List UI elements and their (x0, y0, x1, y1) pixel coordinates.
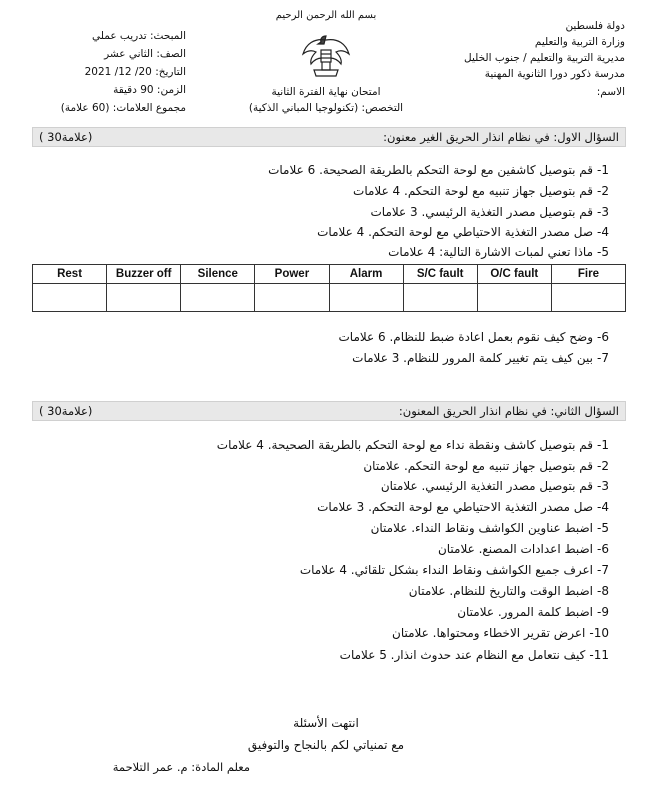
q1-marks: ( 30علامة) (39, 130, 93, 144)
answer-cell (329, 284, 403, 312)
q2-header-bar (32, 401, 626, 421)
q1-item-2: 2-قم بتوصيل جهاز تنبيه مع لوحة التحكم. 4 علامات (353, 184, 609, 198)
lamp-header-rest: Rest (33, 265, 107, 284)
q2-item-9: 9-اضبط كلمة المرور. علامتان (457, 605, 609, 619)
q1-item-6: 6-وضح كيف نقوم بعمل اعادة ضبط للنظام. 6 علامات (338, 330, 609, 344)
header-grade: الصف: الثاني عشر (104, 48, 186, 60)
teacher-name: معلم المادة: م. عمر التلاحمة (112, 760, 250, 774)
q2-item-7: 7-اعرف جميع الكواشف ونقاط النداء بشكل تلقائي. 4 علامات (299, 563, 609, 577)
header-school: مدرسة ذكور دورا الثانوية المهنية (484, 68, 625, 80)
q2-item-4: 4-صل مصدر التغذية الاحتياطي مع لوحة التحكم. 3 علامات (317, 500, 609, 514)
answer-cell (255, 284, 329, 312)
q2-item-1: 1-قم بتوصيل كاشف ونقطة نداء مع لوحة التحكم بالطريقة الصحيحة. 4 علامات (216, 438, 609, 452)
q2-marks: ( 30علامة) (39, 404, 93, 418)
header-subject: المبحث: تدريب عملي (92, 30, 186, 42)
exam-title: امتحان نهاية الفترة الثانية (271, 86, 381, 98)
answer-cell (403, 284, 477, 312)
q1-item-7: 7-بين كيف يتم تغيير كلمة المرور للنظام. 3 علامات (352, 351, 609, 365)
answer-cell (181, 284, 255, 312)
indicator-lamps-table (32, 264, 626, 312)
header-total-marks: مجموع العلامات: (60 علامة) (60, 102, 186, 114)
q1-header-bar (32, 127, 626, 147)
lamp-header-oc-fault: O/C fault (477, 265, 551, 284)
q2-item-8: 8-اضبط الوقت والتاريخ للنظام. علامتان (408, 584, 609, 598)
lamp-header-silence: Silence (181, 265, 255, 284)
q2-item-6: 6-اضبط اعدادات المصنع. علامتان (437, 542, 609, 556)
answer-cell (551, 284, 625, 312)
q1-item-4: 4-صل مصدر التغذية الاحتياطي مع لوحة التحكم. 4 علامات (317, 225, 609, 239)
header-name-label: الاسم: (596, 86, 625, 98)
q2-item-10: 10-اعرض تقرير الاخطاء ومحتواها. علامتان (392, 626, 609, 640)
q1-title: السؤال الاول: في نظام انذار الحريق الغير معنون: (383, 130, 619, 144)
q1-item-5: 5-ماذا تعني لمبات الاشارة التالية: 4 علامات (388, 245, 609, 259)
q1-item-3: 3-قم بتوصيل مصدر التغذية الرئيسي. 3 علامات (370, 205, 609, 219)
end-of-questions: انتهت الأسئلة (293, 716, 359, 730)
lamp-header-alarm: Alarm (329, 265, 403, 284)
q2-item-3: 3-قم بتوصيل مصدر التغذية الرئيسي. علامتان (380, 479, 609, 493)
specialization: التخصص: (تكنولوجيا المباني الذكية) (248, 102, 404, 114)
header-date: التاريخ: 20/ 12/ 2021 (84, 66, 186, 78)
q2-title: السؤال الثاني: في نظام انذار الحريق المعنون: (398, 404, 619, 418)
answer-cell (33, 284, 107, 312)
header-country: دولة فلسطين (565, 20, 625, 32)
q2-item-2: 2-قم بتوصيل جهاز تنبيه مع لوحة التحكم. علامتان (363, 459, 609, 473)
lamp-header-buzzer-off: Buzzer off (107, 265, 181, 284)
lamp-header-power: Power (255, 265, 329, 284)
answer-cell (107, 284, 181, 312)
header-duration: الزمن: 90 دقيقة (113, 84, 186, 96)
q2-item-11: 11-كيف نتعامل مع النظام عند حدوث انذار. 5 علامات (339, 648, 609, 662)
lamp-header-sc-fault: S/C fault (403, 265, 477, 284)
eagle-emblem-icon (300, 30, 352, 80)
answer-cell (477, 284, 551, 312)
good-luck-wishes: مع تمنياتي لكم بالنجاح والتوفيق (247, 738, 405, 752)
q2-item-5: 5-اضبط عناوين الكواشف ونقاط النداء. علامتان (370, 521, 609, 535)
q1-item-1: 1-قم بتوصيل كاشفين مع لوحة التحكم بالطريقة الصحيحة. 6 علامات (268, 163, 609, 177)
lamp-header-fire: Fire (551, 265, 625, 284)
header-ministry: وزارة التربية والتعليم (534, 36, 625, 48)
bismillah: بسم الله الرحمن الرحيم (275, 10, 377, 21)
header-directorate: مديرية التربية والتعليم / جنوب الخليل (464, 52, 625, 64)
